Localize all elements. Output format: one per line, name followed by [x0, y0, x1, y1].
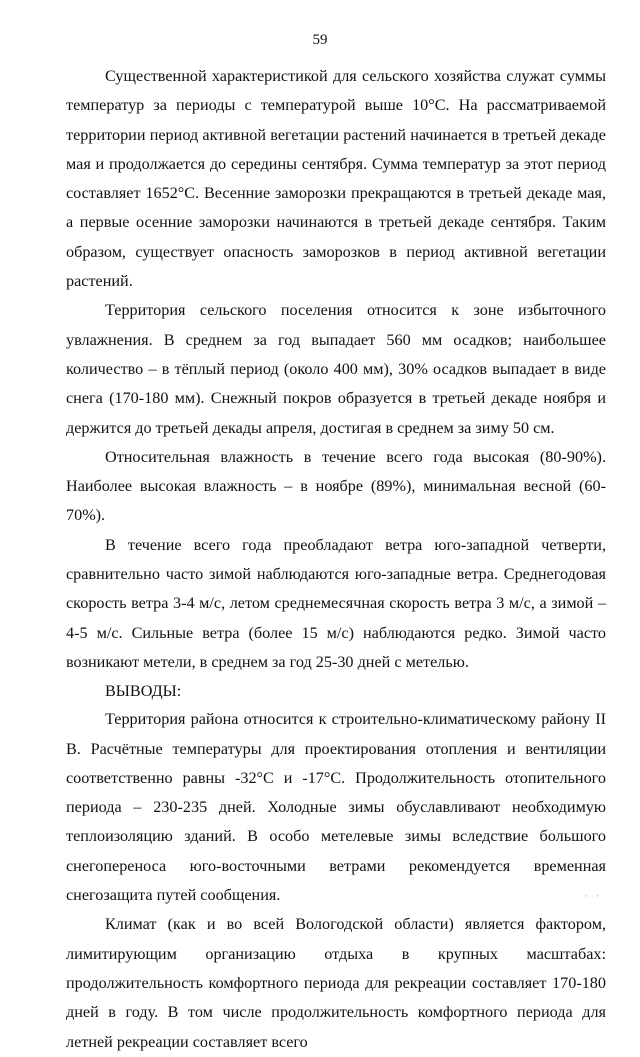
section-heading-conclusions: ВЫВОДЫ:: [105, 682, 182, 701]
scan-corner-mark: · ·: [584, 891, 602, 901]
paragraph-precipitation: Территория сельского поселения относится к зоне избыточного увлажнения. В среднем за год выпадает 560 мм осадков; наибольшее количество – в тёплый период (около 400 мм), 30% осадков выпадает в виде снега (170-180 мм). Снежный покров образуется в третьей декаде ноября и держится до третьей декады апреля, достигая в среднем за зиму 50 см.: [66, 301, 606, 437]
paragraph-conclusion-recreation: Климат (как и во всей Вологодской области) является фактором, лимитирующим организацию отдыха в крупных масштабах: продолжительность комфортного периода для рекреации составляет 170-180 дней в году. В том числе продолжительность комфортного периода для летней рекреации составляет всего: [66, 915, 606, 1051]
paragraph-humidity: Относительная влажность в течение всего года высокая (80-90%). Наиболее высокая влажность – в ноябре (89%), минимальная весной (60-70%).: [66, 447, 606, 525]
page-number: 59: [312, 32, 328, 48]
page-body: [66, 62, 606, 1057]
paragraph-conclusion-construction: Территория района относится к строительно-климатическому району II В. Расчётные температуры для проектирования отопления и вентиляции соответственно равны -32°С и -17°С. Продолжительность отопительного периода – 230-235 дней. Холодные зимы обуславливают необходимую теплоизоляцию зданий. В особо метелевые зимы вследствие большого снегопереноса юго-восточными ветрами рекомендуется временная снегозащита путей сообщения.: [66, 710, 606, 905]
paragraph-winds: В течение всего года преобладают ветра юго-западной четверти, сравнительно часто зимой наблюдаются юго-западные ветра. Среднегодовая скорость ветра 3-4 м/с, летом среднемесячная скорость ветра 3 м/с, а зимой – 4-5 м/с. Сильные ветра (более 15 м/с) наблюдаются редко. Зимой часто возникают метели, в среднем за год 25-30 дней с метелью.: [66, 535, 606, 671]
paragraph-temperature-sums: Существенной характеристикой для сельского хозяйства служат суммы температур за периоды с температурой выше 10°С. На рассматриваемой территории период активной вегетации растений начинается в третьей декаде мая и продолжается до середины сентября. Сумма температур за этот период составляет 1652°С. Весенние заморозки прекращаются в третьей декаде мая, а первые осенние заморозки начинаются в третьей декаде сентября. Таким образом, существует опасность заморозков в период активной вегетации растений.: [66, 67, 606, 291]
